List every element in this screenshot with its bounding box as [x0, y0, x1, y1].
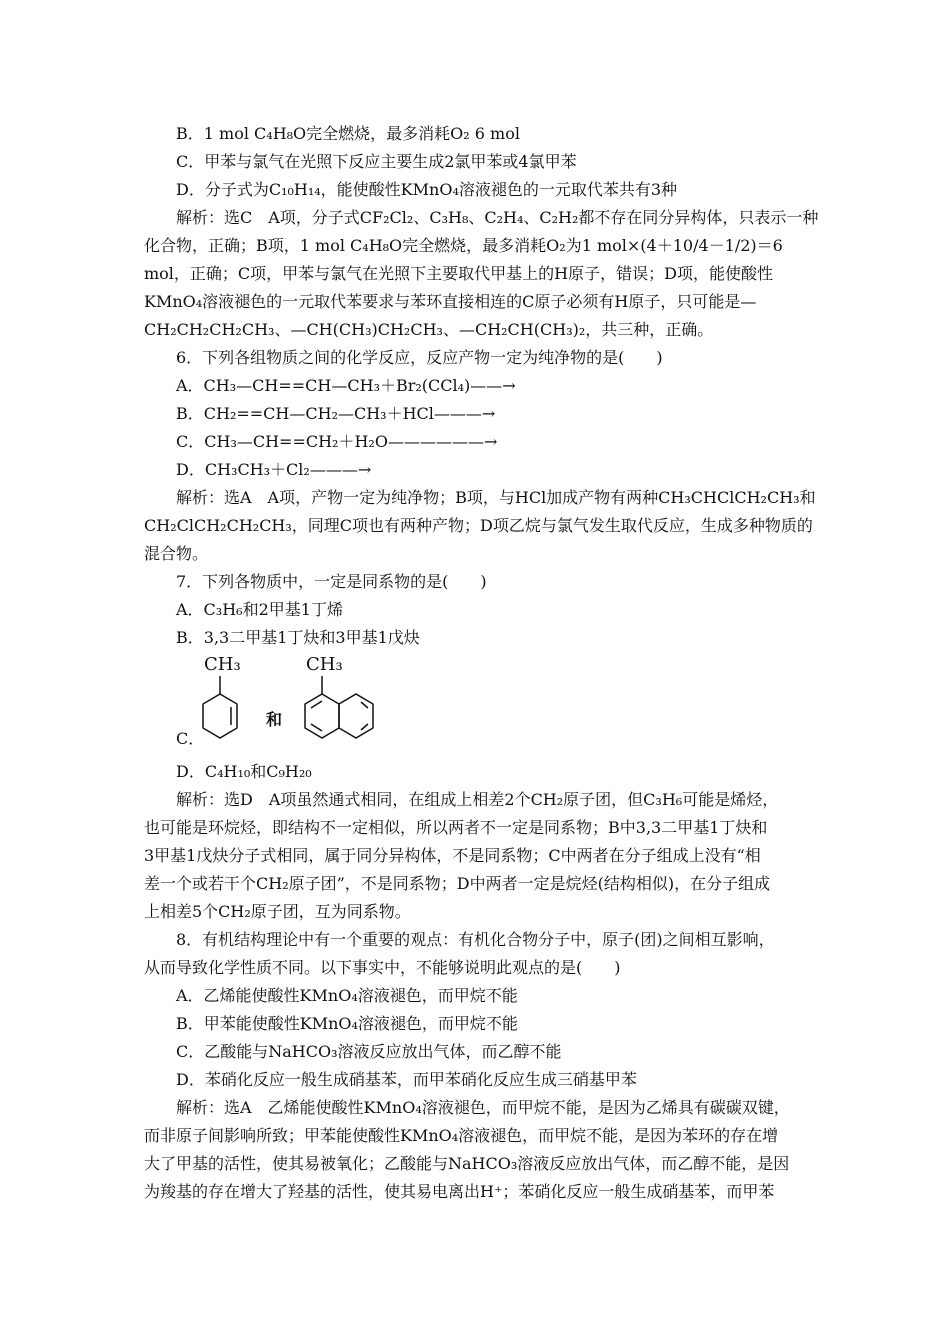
- analysis-line: 而非原子间影响所致；甲苯能使酸性KMnO₄溶液褪色，而甲烷不能，是因为苯环的存在增: [144, 1126, 779, 1145]
- analysis-line: 混合物。: [144, 544, 209, 563]
- question-7-stem: 7．下列各物质中，一定是同系物的是( ): [176, 572, 487, 591]
- question-7-option-a: A．C₃H₆和2甲基1丁烯: [176, 600, 343, 619]
- connector-text: 和: [266, 710, 283, 729]
- question-8-option-a: A．乙烯能使酸性KMnO₄溶液褪色，而甲烷不能: [176, 986, 518, 1005]
- question-8-option-c: C．乙酸能与NaHCO₃溶液反应放出气体，而乙醇不能: [176, 1042, 562, 1061]
- analysis-line: 3甲基1戊炔分子式相同，属于同分异构体，不是同系物；C中两者在分子组成上没有“相: [144, 846, 761, 865]
- option-c-label: C．: [176, 729, 205, 748]
- question-8-option-b: B．甲苯能使酸性KMnO₄溶液褪色，而甲烷不能: [176, 1014, 518, 1033]
- question-6-option-d: D．CH₃CH₃＋Cl₂———→: [176, 460, 372, 479]
- question-8-stem: 8．有机结构理论中有一个重要的观点：有机化合物分子中，原子(团)之间相互影响，: [176, 930, 775, 949]
- methylnaphthalene-structure: [305, 676, 373, 738]
- analysis-line: KMnO₄溶液褪色的一元取代苯要求与苯环直接相连的C原子必须有H原子，只可能是—: [144, 292, 757, 311]
- analysis-line: 化合物，正确；B项，1 mol C₄H₈O完全燃烧，最多消耗O₂为1 mol×(4＋10/4－1/2)＝6: [144, 236, 783, 255]
- analysis-line: 解析：选D A项虽然通式相同，在组成上相差2个CH₂原子团，但C₃H₆可能是烯烃，: [176, 790, 779, 809]
- question-6-option-c: C．CH₃—CH==CH₂＋H₂O——————→: [176, 432, 498, 451]
- analysis-line: 上相差5个CH₂原子团，互为同系物。: [144, 902, 411, 921]
- question-7-option-c-structures: [176, 648, 386, 750]
- analysis-line: 大了甲基的活性，使其易被氧化；乙酸能与NaHCO₃溶液反应放出气体，而乙醇不能，是因: [144, 1154, 790, 1173]
- analysis-line: 也可能是环烷烃，即结构不一定相似，所以两者不一定是同系物；B中3,3二甲基1丁炔和: [144, 818, 768, 837]
- analysis-line: CH₂ClCH₂CH₂CH₃，同理C项也有两种产物；D项乙烷与氯气发生取代反应，生成多种物质的: [144, 516, 813, 535]
- methylnaphthalene-methyl-label: CH₃: [306, 654, 343, 675]
- analysis-line: 为羧基的存在增大了羟基的活性，使其易电离出H⁺；苯硝化反应一般生成硝基苯，而甲苯: [144, 1182, 775, 1201]
- analysis-line: CH₂CH₂CH₂CH₃、—CH(CH₃)CH₂CH₃、—CH₂CH(CH₃)₂，共三种，正确。: [144, 320, 714, 339]
- option-c-line: C．甲苯与氯气在光照下反应主要生成2氯甲苯或4氯甲苯: [176, 152, 577, 171]
- option-b-line: B．1 mol C₄H₈O完全燃烧，最多消耗O₂ 6 mol: [176, 124, 520, 143]
- question-8-option-d: D．苯硝化反应一般生成硝基苯，而甲苯硝化反应生成三硝基甲苯: [176, 1070, 637, 1089]
- toluene-structure: [203, 676, 237, 738]
- analysis-line: 解析：选A A项，产物一定为纯净物；B项，与HCl加成产物有两种CH₃CHClCH₂CH₃和: [176, 488, 816, 507]
- analysis-line: mol，正确；C项，甲苯与氯气在光照下主要取代甲基上的H原子，错误；D项，能使酸性: [144, 264, 773, 283]
- question-6-option-a: A．CH₃—CH==CH—CH₃＋Br₂(CCl₄)——→: [176, 376, 516, 395]
- question-7-option-b: B．3,3二甲基1丁炔和3甲基1戊炔: [176, 628, 420, 647]
- analysis-line: 解析：选C A项，分子式CF₂Cl₂、C₃H₈、C₂H₄、C₂H₂都不存在同分异构体，只表示一种: [176, 208, 819, 227]
- analysis-line: 解析：选A 乙烯能使酸性KMnO₄溶液褪色，而甲烷不能，是因为乙烯具有碳碳双键，: [176, 1098, 790, 1117]
- toluene-methyl-label: CH₃: [204, 654, 241, 675]
- option-d-line: D．分子式为C₁₀H₁₄，能使酸性KMnO₄溶液褪色的一元取代苯共有3种: [176, 180, 678, 199]
- question-6-stem: 6．下列各组物质之间的化学反应，反应产物一定为纯净物的是( ): [176, 348, 663, 367]
- analysis-line: 差一个或若干个CH₂原子团”，不是同系物；D中两者一定是烷烃(结构相似)，在分子组成: [144, 874, 771, 893]
- question-8-stem: 从而导致化学性质不同。以下事实中，不能够说明此观点的是( ): [144, 958, 621, 977]
- question-7-option-d: D．C₄H₁₀和C₉H₂₀: [176, 762, 312, 781]
- question-6-option-b: B．CH₂==CH—CH₂—CH₃＋HCl———→: [176, 404, 496, 423]
